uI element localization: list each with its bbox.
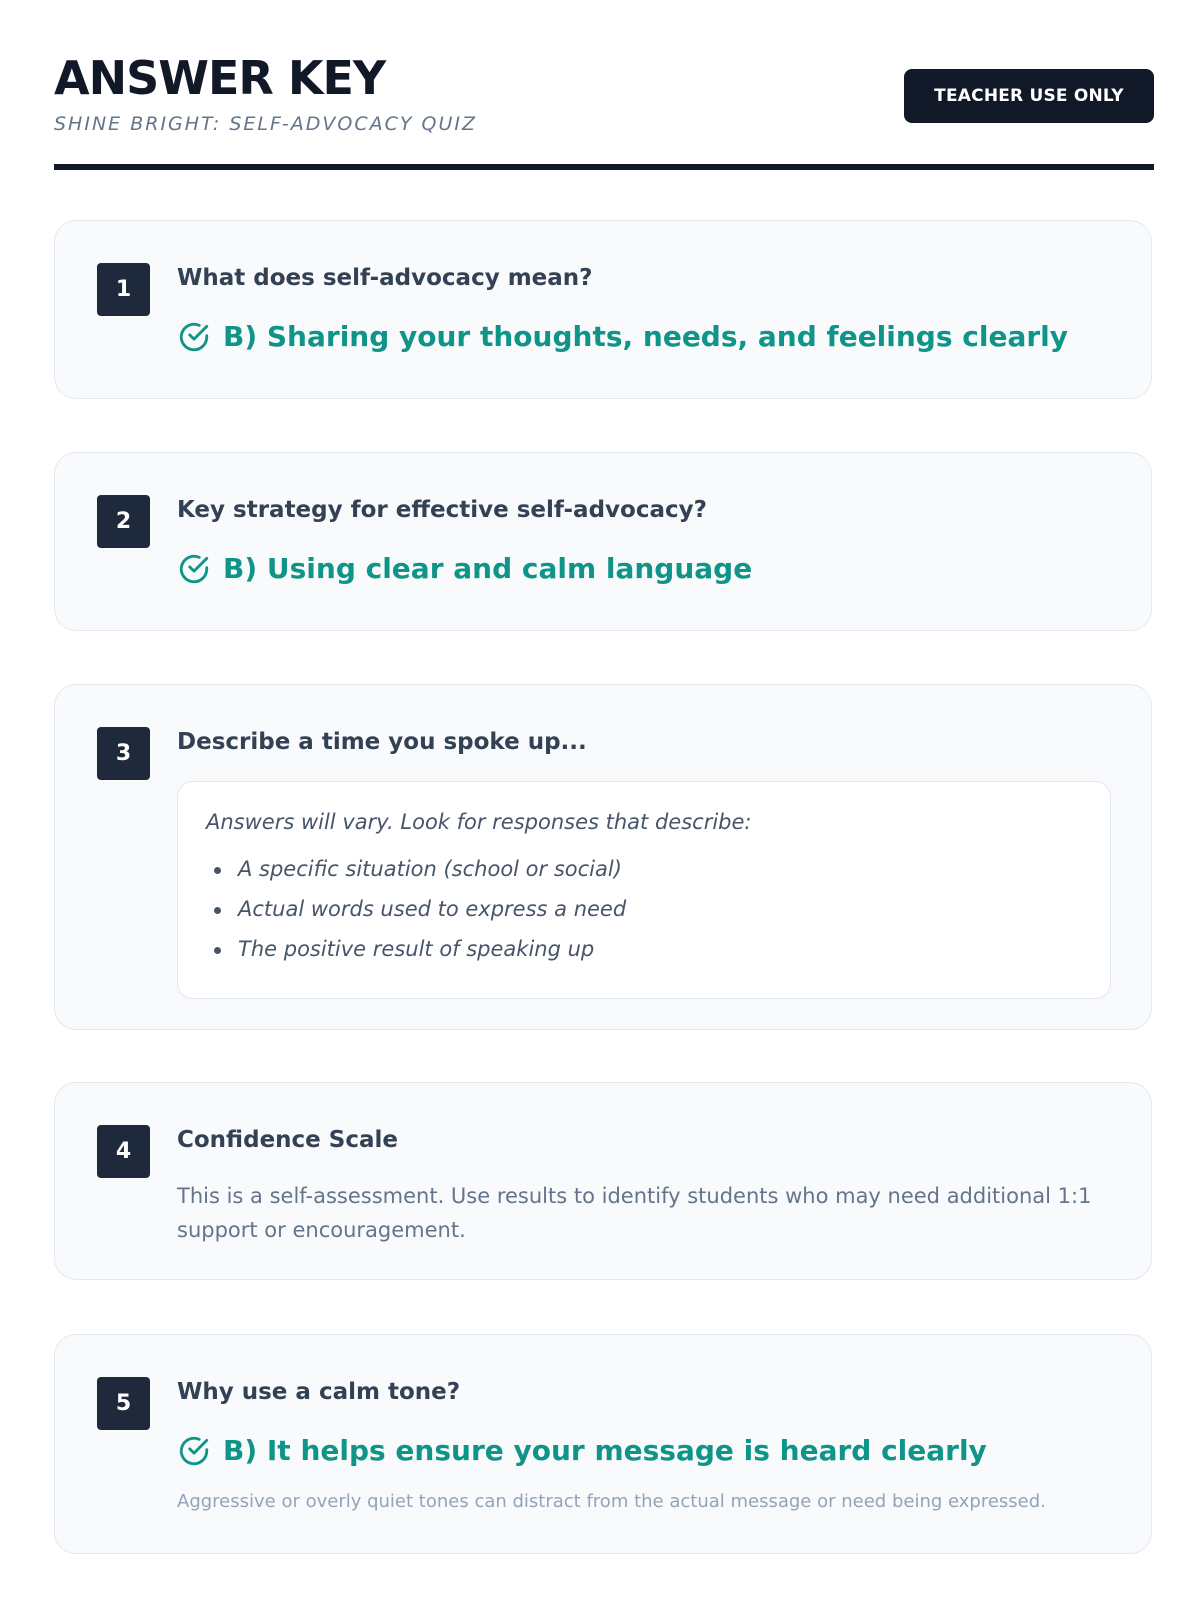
guidance-list [178,856,626,976]
question-number: 1 [97,263,150,316]
correct-answer [177,319,1068,355]
guidance-intro: Answers will vary. Look for responses that describe: [206,810,752,834]
question-number: 4 [97,1125,150,1178]
question-text: What does self-advocacy mean? [177,265,593,291]
guidance-item: Actual words used to express a need [178,896,626,936]
question-number: 5 [97,1377,150,1430]
question-number: 2 [97,495,150,548]
answer-guidance-box [177,781,1111,999]
guidance-item: The positive result of speaking up [178,936,626,976]
page-header [54,50,1154,170]
page-title: ANSWER KEY [54,51,386,105]
correct-answer-text: B) It helps ensure your message is heard clearly [223,1434,987,1467]
question-card-5 [54,1334,1152,1554]
page-subtitle: SHINE BRIGHT: SELF-ADVOCACY QUIZ [54,113,477,135]
correct-answer [177,551,752,587]
teacher-use-badge: TEACHER USE ONLY [904,69,1154,123]
check-circle-icon [177,320,211,354]
question-card-4 [54,1082,1152,1280]
question-text: Describe a time you spoke up... [177,729,587,755]
check-circle-icon [177,552,211,586]
answer-note: Aggressive or overly quiet tones can distract from the actual message or need being expressed. [177,1491,1046,1512]
question-number: 3 [97,727,150,780]
correct-answer-text: B) Sharing your thoughts, needs, and feelings clearly [223,320,1069,353]
question-description: This is a self-assessment. Use results to identify students who may need additional 1:1 support or encouragement. [177,1184,1092,1242]
correct-answer [177,1433,987,1469]
correct-answer-text: B) Using clear and calm language [223,552,753,585]
guidance-item: A specific situation (school or social) [178,856,626,896]
question-text: Confidence Scale [177,1127,398,1153]
header-divider [54,164,1154,170]
check-circle-icon [177,1434,211,1468]
question-text: Why use a calm tone? [177,1379,461,1405]
question-card-1 [54,220,1152,399]
question-card-2 [54,452,1152,631]
question-text: Key strategy for effective self-advocacy? [177,497,707,523]
question-card-3 [54,684,1152,1030]
